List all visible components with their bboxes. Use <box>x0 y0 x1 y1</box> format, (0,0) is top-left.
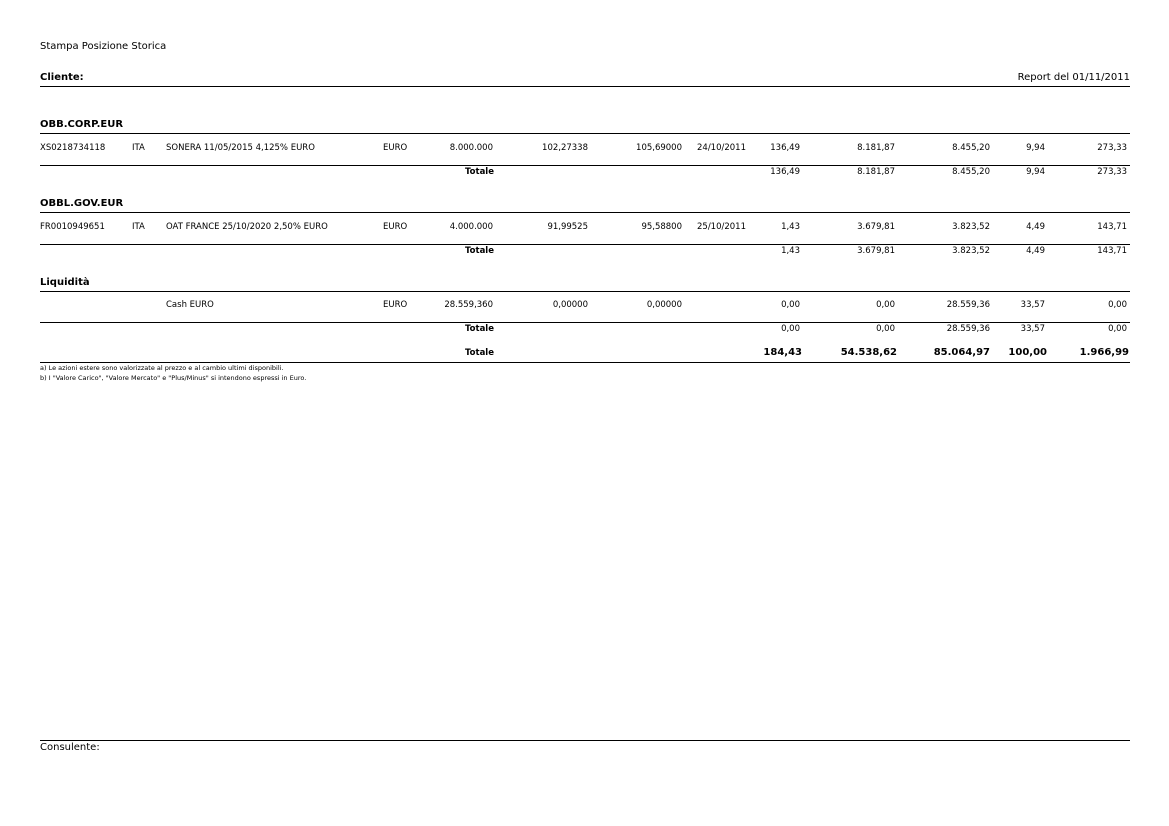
currency-cell: EURO <box>383 222 408 232</box>
grand-total-value1: 184,43 <box>763 347 802 358</box>
subtotal-value2: 0,00 <box>876 324 895 334</box>
value4-cell: 4,49 <box>1026 222 1045 232</box>
value4-cell: 9,94 <box>1026 143 1045 153</box>
consultant-label: Consulente: <box>40 742 100 753</box>
section-divider <box>40 212 1130 213</box>
report-date: Report del 01/11/2011 <box>1017 72 1130 83</box>
currency-cell: EURO <box>383 300 408 310</box>
header-divider <box>40 86 1130 87</box>
country-cell: ITA <box>132 143 145 153</box>
section-title: OBB.CORP.EUR <box>40 119 124 130</box>
price1-cell: 91,99525 <box>547 222 588 232</box>
subtotal-value1: 1,43 <box>781 246 800 256</box>
section-title: Liquidità <box>40 277 90 288</box>
subtotal-value1: 136,49 <box>770 167 800 177</box>
price1-cell: 102,27338 <box>542 143 588 153</box>
value3-cell: 3.823,52 <box>952 222 990 232</box>
value2-cell: 3.679,81 <box>857 222 895 232</box>
value3-cell: 28.559,36 <box>946 300 990 310</box>
footnote: a) Le azioni estere sono valorizzate al prezzo e al cambio ultimi disponibili. <box>40 364 284 372</box>
isin-cell: XS0218734118 <box>40 143 106 153</box>
row-divider <box>40 165 1130 166</box>
subtotal-value5: 143,71 <box>1097 246 1127 256</box>
value3-cell: 8.455,20 <box>952 143 990 153</box>
grand-total-divider <box>40 362 1130 363</box>
date-cell: 24/10/2011 <box>697 143 746 153</box>
quantity-cell: 8.000.000 <box>449 143 493 153</box>
report-title: Stampa Posizione Storica <box>40 41 167 52</box>
row-divider <box>40 244 1130 245</box>
subtotal-value3: 28.559,36 <box>946 324 990 334</box>
isin-cell: FR0010949651 <box>40 222 105 232</box>
description-cell: SONERA 11/05/2015 4,125% EURO <box>166 143 315 153</box>
grand-total-value4: 100,00 <box>1008 347 1047 358</box>
client-label: Cliente: <box>40 72 84 83</box>
value5-cell: 143,71 <box>1097 222 1127 232</box>
value1-cell: 0,00 <box>781 300 800 310</box>
price2-cell: 95,58800 <box>641 222 682 232</box>
section-title: OBBL.GOV.EUR <box>40 198 124 209</box>
currency-cell: EURO <box>383 143 408 153</box>
description-cell: OAT FRANCE 25/10/2020 2,50% EURO <box>166 222 328 232</box>
date-cell: 25/10/2011 <box>697 222 746 232</box>
grand-total-value2: 54.538,62 <box>840 347 897 358</box>
subtotal-value4: 4,49 <box>1026 246 1045 256</box>
subtotal-value3: 8.455,20 <box>952 167 990 177</box>
subtotal-value5: 273,33 <box>1097 167 1127 177</box>
subtotal-label: Totale <box>465 324 494 334</box>
subtotal-value2: 3.679,81 <box>857 246 895 256</box>
grand-total-label: Totale <box>465 348 494 358</box>
grand-total-value3: 85.064,97 <box>933 347 990 358</box>
row-divider <box>40 322 1130 323</box>
footer-divider <box>40 740 1130 741</box>
price2-cell: 0,00000 <box>646 300 682 310</box>
quantity-cell: 28.559,360 <box>444 300 493 310</box>
value1-cell: 1,43 <box>781 222 800 232</box>
subtotal-value1: 0,00 <box>781 324 800 334</box>
section-divider <box>40 133 1130 134</box>
description-cell: Cash EURO <box>166 300 214 310</box>
value1-cell: 136,49 <box>770 143 800 153</box>
subtotal-value2: 8.181,87 <box>857 167 895 177</box>
value2-cell: 8.181,87 <box>857 143 895 153</box>
subtotal-value4: 33,57 <box>1020 324 1045 334</box>
value5-cell: 273,33 <box>1097 143 1127 153</box>
subtotal-label: Totale <box>465 167 494 177</box>
section-divider <box>40 291 1130 292</box>
subtotal-value4: 9,94 <box>1026 167 1045 177</box>
price2-cell: 105,69000 <box>636 143 682 153</box>
subtotal-value5: 0,00 <box>1108 324 1127 334</box>
value2-cell: 0,00 <box>876 300 895 310</box>
value5-cell: 0,00 <box>1108 300 1127 310</box>
footnote: b) I "Valore Carico", "Valore Mercato" e "Plus/Minus" si intendono espressi in Euro. <box>40 374 307 382</box>
price1-cell: 0,00000 <box>552 300 588 310</box>
subtotal-label: Totale <box>465 246 494 256</box>
grand-total-value5: 1.966,99 <box>1079 347 1129 358</box>
subtotal-value3: 3.823,52 <box>952 246 990 256</box>
quantity-cell: 4.000.000 <box>449 222 493 232</box>
value4-cell: 33,57 <box>1020 300 1045 310</box>
country-cell: ITA <box>132 222 145 232</box>
